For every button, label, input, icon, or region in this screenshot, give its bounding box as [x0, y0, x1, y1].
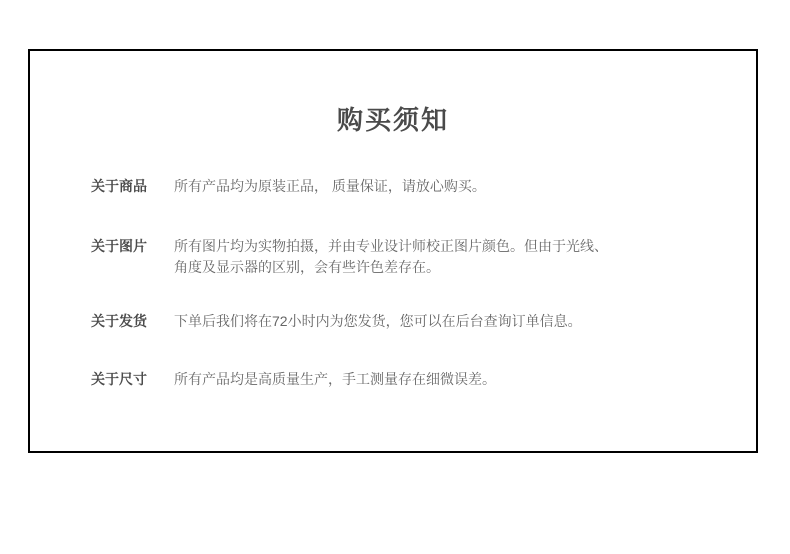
section-label-images: 关于图片 — [91, 238, 147, 254]
notice-title: 购买须知 — [336, 105, 449, 135]
section-text-line: 下单后我们将在72小时内为您发货，您可以在后台查询订单信息。 — [174, 313, 582, 329]
section-body-size — [174, 369, 732, 390]
purchase-notice-box — [28, 49, 758, 453]
section-row-shipping — [91, 311, 732, 332]
section-body-images — [174, 236, 732, 278]
section-body-products — [174, 176, 732, 197]
section-row-products — [91, 176, 732, 197]
section-body-shipping — [174, 311, 732, 332]
section-text-line: 所有图片均为实物拍摄，并由专业设计师校正图片颜色。但由于光线、 — [174, 238, 608, 254]
section-text-line: 所有产品均是高质量生产，手工测量存在细微误差。 — [174, 371, 496, 387]
section-row-images — [91, 236, 732, 278]
section-label-shipping: 关于发货 — [91, 313, 147, 329]
section-label-size: 关于尺寸 — [91, 371, 147, 387]
section-row-size — [91, 369, 732, 390]
section-text-line: 角度及显示器的区别，会有些许色差存在。 — [174, 259, 440, 275]
section-text-line: 所有产品均为原装正品， 质量保证，请放心购买。 — [174, 178, 486, 194]
section-label-products: 关于商品 — [91, 178, 147, 194]
